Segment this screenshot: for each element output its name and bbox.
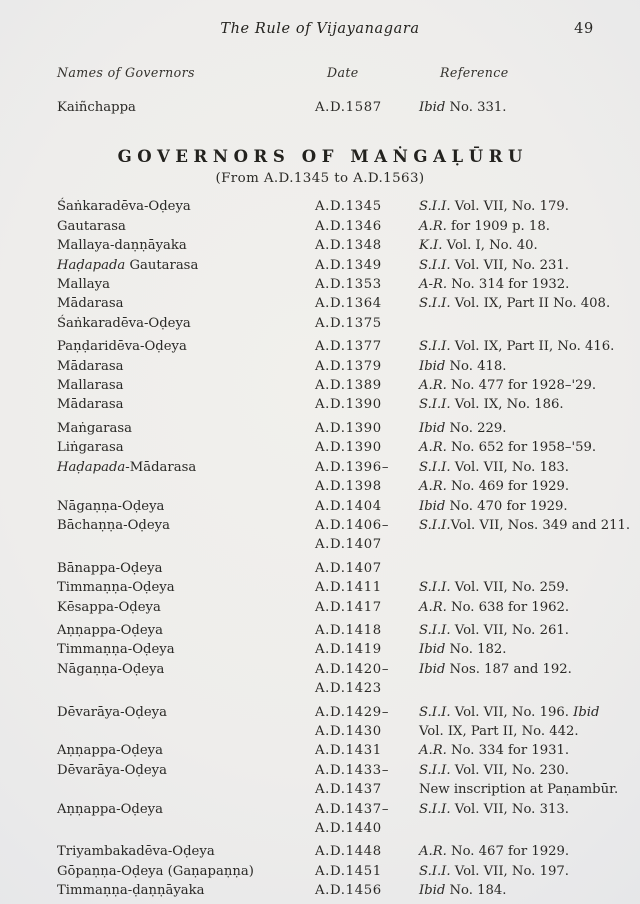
reference-line	[419, 703, 630, 722]
text-segment: No. 418.	[445, 358, 507, 374]
text-segment: Aṇṇappa-Oḍeya	[57, 622, 163, 638]
governor-date	[315, 337, 419, 356]
governor-reference	[419, 842, 630, 861]
text-segment: Vol. VII, No. 183.	[450, 459, 569, 475]
date-line: A.D.1429–	[315, 704, 390, 720]
page-head	[0, 0, 640, 43]
text-segment: Gautarasa	[129, 257, 199, 273]
text-segment: No. 652 for 1958–'59.	[446, 440, 597, 456]
date-line: A.D.1419	[315, 642, 382, 658]
date-line: A.D.1375	[315, 315, 382, 331]
reference-abbrev-italic: A.R.	[419, 844, 447, 860]
reference-abbrev-italic: S.I.I.	[419, 397, 451, 413]
text-segment: Vol. VII, No. 196.	[450, 704, 574, 720]
governor-name	[57, 438, 315, 457]
table-row	[0, 660, 640, 699]
reference-abbrev-italic: A.R.	[419, 743, 447, 759]
text-segment: Vol. IX, Part II No. 408.	[450, 296, 611, 312]
table-row	[0, 98, 640, 117]
table-row	[0, 314, 640, 333]
governor-reference	[419, 98, 630, 117]
text-segment: Nos. 187 and 192.	[445, 661, 572, 677]
reference-abbrev-italic: A-R.	[419, 277, 448, 293]
reference-abbrev-italic: Ibid	[419, 358, 446, 374]
governor-date	[315, 294, 419, 313]
governor-reference	[419, 314, 630, 333]
reference-line	[419, 862, 630, 881]
governor-date	[315, 217, 419, 236]
governor-name	[57, 236, 315, 255]
text-segment: Śaṅkaradēva-Oḍeya	[57, 199, 191, 215]
governor-date	[315, 578, 419, 597]
date-line: A.D.1440	[315, 821, 382, 836]
date-line: A.D.1448	[315, 844, 382, 860]
table-row	[0, 236, 640, 255]
reference-line	[419, 294, 630, 313]
text-segment: New inscription at Paṇambūr.	[419, 782, 619, 798]
table-row	[0, 217, 640, 236]
table-row	[0, 294, 640, 313]
reference-line	[419, 477, 630, 496]
table-row	[0, 842, 640, 861]
reference-abbrev-italic: S.I.I.	[419, 762, 451, 778]
reference-abbrev-italic: S.I.I.	[419, 622, 451, 638]
column-header-names: Names of Governors	[57, 65, 195, 80]
text-segment: Vol. VII, No. 313.	[450, 801, 569, 817]
governor-name	[57, 419, 315, 438]
reference-line	[419, 578, 630, 597]
reference-abbrev-italic: Haḍapada	[57, 257, 130, 273]
governor-name	[57, 660, 315, 699]
reference-abbrev-italic: S.I.I.	[419, 339, 451, 355]
governor-reference	[419, 703, 630, 742]
governor-name	[57, 703, 315, 742]
table-row	[0, 438, 640, 457]
governor-reference	[419, 660, 630, 699]
governor-date	[315, 640, 419, 659]
governor-date	[315, 761, 419, 800]
table-row	[0, 337, 640, 356]
reference-abbrev-italic: Ibid	[419, 498, 446, 514]
reference-line	[419, 438, 630, 457]
reference-line	[419, 741, 630, 760]
date-line: A.D.1348	[315, 238, 382, 254]
reference-abbrev-italic: A.R.	[419, 378, 447, 394]
reference-line	[419, 660, 630, 679]
governor-name	[57, 621, 315, 640]
governor-date	[315, 419, 419, 438]
table-row	[0, 419, 640, 438]
reference-abbrev-italic: A.R.	[419, 479, 447, 495]
governor-reference	[419, 862, 630, 881]
governor-reference	[419, 761, 630, 800]
governor-name	[57, 640, 315, 659]
text-segment: Bāchaṇṇa-Oḍeya	[57, 517, 170, 533]
reference-line	[419, 780, 630, 799]
date-line: A.D.1349	[315, 257, 382, 273]
governor-name	[57, 197, 315, 216]
governor-reference	[419, 256, 630, 275]
reference-line	[419, 197, 630, 216]
governor-date	[315, 559, 419, 578]
date-line: A.D.1396–	[315, 459, 390, 475]
governor-name	[57, 516, 315, 555]
running-title: The Rule of Vijayanagara	[220, 21, 420, 37]
table-row	[0, 598, 640, 617]
reference-line	[419, 640, 630, 659]
governors-table	[0, 197, 640, 900]
text-segment: No. 314 for 1932.	[447, 277, 570, 293]
text-segment: No. 334 for 1931.	[446, 743, 570, 759]
governor-name	[57, 741, 315, 760]
governor-reference	[419, 516, 630, 555]
section-subtitle: (From A.D.1345 to A.D.1563)	[215, 171, 425, 187]
text-segment: Paṇḍaridēva-Oḍeya	[57, 339, 187, 355]
date-line: A.D.1431	[315, 743, 382, 759]
text-segment: Mādarasa	[57, 296, 124, 312]
governor-date	[315, 598, 419, 617]
reference-abbrev-italic: S.I.I.	[419, 704, 451, 720]
table-row	[0, 357, 640, 376]
table-row	[0, 256, 640, 275]
table-row	[0, 881, 640, 900]
reference-abbrev-italic: S.I.I.	[419, 296, 451, 312]
text-segment: Timmaṇṇa-Oḍeya	[57, 580, 175, 596]
page-number: 49	[574, 21, 594, 37]
governor-date	[315, 197, 419, 216]
text-segment: Vol. VII, No. 261.	[450, 622, 569, 638]
date-line: A.D.1377	[315, 339, 382, 355]
text-segment: Timmaṇṇa-Oḍeya	[57, 642, 175, 658]
date-line: A.D.1423	[315, 681, 382, 697]
text-segment: Mallaya-daṇṇāyaka	[57, 238, 187, 254]
governor-date	[315, 275, 419, 294]
date-line: A.D.1407	[315, 537, 382, 553]
governor-name	[57, 842, 315, 861]
governor-date	[315, 881, 419, 900]
text-segment: Kaiñchappa	[57, 100, 136, 115]
date-line: A.D.1346	[315, 218, 382, 234]
governor-reference	[419, 357, 630, 376]
date-line: A.D.1437	[315, 782, 382, 798]
reference-line	[419, 217, 630, 236]
governor-date	[315, 703, 419, 742]
previous-section-rows	[0, 98, 640, 117]
text-segment: No. 477 for 1928–'29.	[446, 378, 597, 394]
governor-name	[57, 376, 315, 395]
reference-line	[419, 419, 630, 438]
text-segment: Vol. VII, No. 259.	[450, 580, 569, 596]
text-segment: Aṇṇappa-Oḍeya	[57, 801, 163, 817]
text-segment: Dēvarāya-Oḍeya	[57, 762, 167, 778]
governor-name	[57, 314, 315, 333]
reference-abbrev-italic: Ibid	[419, 883, 446, 899]
governor-reference	[419, 419, 630, 438]
reference-abbrev-italic: S.I.I.	[419, 517, 451, 533]
date-line: A.D.1433–	[315, 762, 390, 778]
governor-reference	[419, 881, 630, 900]
governor-reference	[419, 578, 630, 597]
text-segment: Vol. VII, No. 197.	[450, 863, 569, 879]
text-segment: Aṇṇappa-Oḍeya	[57, 743, 163, 759]
reference-line	[419, 458, 630, 477]
date-line: A.D.1379	[315, 358, 382, 374]
governor-date	[315, 256, 419, 275]
text-segment: Vol. IX, No. 186.	[450, 397, 564, 413]
date-line: A.D.1587	[315, 100, 382, 115]
governor-reference	[419, 438, 630, 457]
section-title: GOVERNORS OF MAṄGAḶŪRU	[117, 147, 529, 167]
table-row	[0, 516, 640, 555]
table-row	[0, 862, 640, 881]
reference-line	[419, 598, 630, 617]
text-segment: No. 229.	[445, 420, 507, 436]
reference-line	[419, 376, 630, 395]
governor-reference	[419, 800, 630, 839]
governor-date	[315, 800, 419, 839]
reference-line	[419, 395, 630, 414]
text-segment: Gautarasa	[57, 218, 126, 234]
text-segment: Mallaya	[57, 277, 110, 293]
table-row	[0, 197, 640, 216]
text-segment: Liṅgarasa	[57, 440, 124, 456]
governor-reference	[419, 621, 630, 640]
governor-date	[315, 621, 419, 640]
governor-name	[57, 98, 315, 117]
date-line: A.D.1411	[315, 580, 382, 596]
date-line: A.D.1456	[315, 883, 382, 899]
governor-reference	[419, 376, 630, 395]
governor-reference	[419, 640, 630, 659]
text-segment: No. 331.	[445, 100, 507, 115]
governor-name	[57, 395, 315, 414]
text-segment: Vol. IX, Part II, No. 416.	[450, 339, 615, 355]
reference-abbrev-italic: S.I.I.	[419, 863, 451, 879]
reference-abbrev-italic: S.I.I.	[419, 257, 451, 273]
governor-name	[57, 275, 315, 294]
governor-reference	[419, 275, 630, 294]
text-segment: Timmaṇṇa-ḍaṇṇāyaka	[57, 883, 205, 899]
reference-line	[419, 800, 630, 819]
governor-date	[315, 862, 419, 881]
governor-date	[315, 458, 419, 497]
date-line: A.D.1404	[315, 498, 382, 514]
date-line: A.D.1417	[315, 599, 382, 615]
text-segment: No. 182.	[445, 642, 507, 658]
text-segment: Maṅgarasa	[57, 420, 132, 436]
reference-line	[419, 337, 630, 356]
date-line: A.D.1437–	[315, 801, 390, 817]
reference-line	[419, 256, 630, 275]
date-line: A.D.1407	[315, 560, 382, 576]
table-row	[0, 376, 640, 395]
reference-abbrev-italic: Ibid	[419, 661, 446, 677]
governor-name	[57, 497, 315, 516]
text-segment: No. 467 for 1929.	[446, 844, 570, 860]
text-segment: Kēsappa-Oḍeya	[57, 599, 161, 615]
governor-name	[57, 578, 315, 597]
table-row	[0, 497, 640, 516]
governor-reference	[419, 197, 630, 216]
text-segment: No. 638 for 1962.	[446, 599, 570, 615]
governor-reference	[419, 236, 630, 255]
reference-abbrev-italic: A.R.	[419, 218, 447, 234]
date-line: A.D.1398	[315, 479, 382, 495]
text-segment: Bānappa-Oḍeya	[57, 560, 163, 576]
text-segment: Nāgaṇṇa-Oḍeya	[57, 661, 165, 677]
reference-line	[419, 761, 630, 780]
text-segment: Mallarasa	[57, 378, 124, 394]
reference-abbrev-italic: S.I.I.	[419, 459, 451, 475]
table-row	[0, 458, 640, 497]
reference-line	[419, 881, 630, 900]
table-row	[0, 703, 640, 742]
governor-reference	[419, 294, 630, 313]
table-row	[0, 578, 640, 597]
date-line: A.D.1418	[315, 622, 382, 638]
date-line: A.D.1420–	[315, 661, 390, 677]
governor-date	[315, 741, 419, 760]
governor-date	[315, 497, 419, 516]
date-line: A.D.1364	[315, 296, 382, 312]
text-segment: Vol. VII, No. 230.	[450, 762, 569, 778]
table-row	[0, 275, 640, 294]
column-header-date: Date	[327, 65, 359, 80]
text-segment: Triyambakadēva-Oḍeya	[57, 844, 215, 860]
text-segment: Nāgaṇṇa-Oḍeya	[57, 498, 165, 514]
governor-reference	[419, 497, 630, 516]
text-segment: No. 469 for 1929.	[446, 479, 570, 495]
text-segment: Mādarasa	[57, 358, 124, 374]
governor-date	[315, 357, 419, 376]
governor-date	[315, 395, 419, 414]
reference-abbrev-italic: Haḍapada	[57, 459, 126, 475]
table-row	[0, 640, 640, 659]
governor-date	[315, 376, 419, 395]
column-headers	[0, 65, 640, 81]
governor-name	[57, 881, 315, 900]
reference-line	[419, 722, 630, 741]
governor-date	[315, 236, 419, 255]
text-segment: Vol. VII, Nos. 349 and 211.	[450, 517, 631, 533]
governor-reference	[419, 559, 630, 578]
date-line: A.D.1430	[315, 723, 382, 739]
reference-abbrev-italic: Ibid	[419, 420, 446, 436]
reference-line	[419, 621, 630, 640]
governor-date	[315, 516, 419, 555]
reference-abbrev-italic: K.I.	[419, 238, 443, 254]
table-row	[0, 559, 640, 578]
text-segment: Dēvarāya-Oḍeya	[57, 704, 167, 720]
reference-abbrev-italic: Ibid	[419, 100, 446, 115]
governor-name	[57, 256, 315, 275]
governor-date	[315, 314, 419, 333]
governor-date	[315, 660, 419, 699]
governor-name	[57, 337, 315, 356]
governor-reference	[419, 598, 630, 617]
text-segment: Mādarasa	[57, 397, 124, 413]
text-segment: Vol. VII, No. 231.	[450, 257, 569, 273]
date-line: A.D.1353	[315, 277, 382, 293]
reference-abbrev-italic: A.R.	[419, 599, 447, 615]
text-segment: for 1909 p. 18.	[446, 218, 550, 234]
table-row	[0, 621, 640, 640]
date-line: A.D.1406–	[315, 517, 390, 533]
date-line: A.D.1389	[315, 378, 382, 394]
reference-abbrev-italic: S.I.I.	[419, 580, 451, 596]
governor-name	[57, 862, 315, 881]
governor-reference	[419, 458, 630, 497]
governor-name	[57, 217, 315, 236]
text-segment: -Mādarasa	[125, 459, 197, 475]
text-segment: Vol. IX, Part II, No. 442.	[419, 723, 579, 739]
governor-reference	[419, 741, 630, 760]
governor-name	[57, 294, 315, 313]
date-line: A.D.1390	[315, 440, 382, 456]
table-row	[0, 395, 640, 414]
date-line: A.D.1390	[315, 397, 382, 413]
table-row	[0, 741, 640, 760]
table-row	[0, 761, 640, 800]
reference-line	[419, 497, 630, 516]
text-segment: Gōpaṇṇa-Oḍeya (Gaṇapaṇṇa)	[57, 863, 254, 879]
governor-reference	[419, 217, 630, 236]
table-row	[0, 800, 640, 839]
reference-abbrev-italic: Ibid	[573, 704, 600, 720]
reference-abbrev-italic: A.R.	[419, 440, 447, 456]
date-line: A.D.1451	[315, 863, 382, 879]
reference-line	[419, 275, 630, 294]
governor-name	[57, 598, 315, 617]
reference-abbrev-italic: S.I.I.	[419, 199, 451, 215]
text-segment: Vol. VII, No. 179.	[450, 199, 569, 215]
governor-date	[315, 98, 419, 117]
reference-line	[419, 516, 630, 535]
date-line: A.D.1390	[315, 420, 382, 436]
governor-name	[57, 761, 315, 800]
text-segment: No. 184.	[445, 883, 507, 899]
text-segment: Vol. I, No. 40.	[442, 238, 538, 254]
reference-line	[419, 236, 630, 255]
reference-line	[419, 842, 630, 861]
governor-reference	[419, 395, 630, 414]
governor-date	[315, 842, 419, 861]
governor-date	[315, 438, 419, 457]
column-header-reference: Reference	[440, 65, 509, 80]
text-segment: Śaṅkaradēva-Oḍeya	[57, 315, 191, 331]
governor-name	[57, 800, 315, 839]
governor-name	[57, 559, 315, 578]
reference-abbrev-italic: S.I.I.	[419, 801, 451, 817]
text-segment: No. 470 for 1929.	[445, 498, 568, 514]
date-line: A.D.1345	[315, 199, 382, 215]
governor-name	[57, 458, 315, 497]
reference-abbrev-italic: Ibid	[419, 642, 446, 658]
governor-reference	[419, 337, 630, 356]
reference-line	[419, 98, 630, 117]
reference-line	[419, 357, 630, 376]
governor-name	[57, 357, 315, 376]
